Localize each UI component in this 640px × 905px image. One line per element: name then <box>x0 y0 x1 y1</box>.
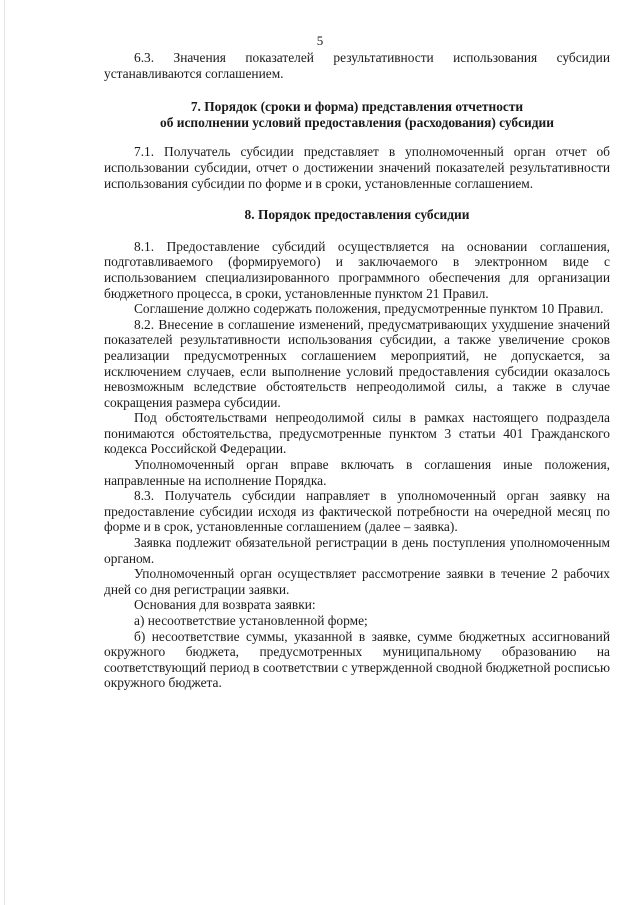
page-number: 5 <box>316 33 324 48</box>
paragraph-other-provisions: Уполномоченный орган вправе включать в соглашения иные положения, направленные на исполнение Порядка. <box>104 457 610 488</box>
document-body <box>104 50 610 691</box>
section-8 <box>104 207 610 691</box>
paragraph-7-1: 7.1. Получатель субсидии представляет в уполномоченный орган отчет об использовании субсидии, отчет о достижении значений показателей результативности использования субсидии по форме и в сроки, установленные соглашением. <box>104 144 610 191</box>
paragraph-return-grounds: Основания для возврата заявки: <box>134 597 316 613</box>
section-8-heading: 8. Порядок предоставления субсидии <box>244 207 470 223</box>
list-item-a: а) несоответствие установленной форме; <box>134 613 368 628</box>
paragraph-8-1: 8.1. Предоставление субсидий осуществляется на основании соглашения, подготавливаемого (формируемого) и заключаемого в электронном виде с использованием специализированного программного обеспечения для организации бюджетного процесса, в сроки, установленные пунктом 21 Правил. <box>104 238 610 301</box>
scan-edge-line <box>4 0 5 905</box>
section-7-heading-line-1: 7. Порядок (сроки и форма) представления отчетности <box>190 99 524 115</box>
paragraph-force-majeure: Под обстоятельствами непреодолимой силы в рамках настоящего подраздела понимаются обстоятельства, предусмотренные пунктом 3 статьи 401 Гражданского кодекса Российской Федерации. <box>104 410 610 457</box>
paragraph-8-2: 8.2. Внесение в соглашение изменений, предусматривающих ухудшение значений показателей результативности использования субсидии, а также увеличение сроков реализации предусмотренных соглашением мероприятий, не допускается, за исключением случаев, если выполнение условий предоставления субсидии оказалось невозможным вследствие обстоятельств непреодолимой силы, а также в случае сокращения размера субсидии. <box>104 316 610 410</box>
list-item-b: б) несоответствие суммы, указанной в заявке, сумме бюджетных ассигнований окружного бюджета, предусмотренных муниципальному образованию на соответствующий период в соответствии с утвержденной сводной бюджетной росписью окружного бюджета. <box>104 628 610 691</box>
paragraph-6-3: 6.3. Значения показателей результативности использования субсидии устанавливаются соглашением. <box>104 50 610 81</box>
paragraph-registration: Заявка подлежит обязательной регистрации в день поступления уполномоченным органом. <box>104 535 610 566</box>
paragraph-8-3: 8.3. Получатель субсидии направляет в уполномоченный орган заявку на предоставление субсидии исходя из фактической потребности на очередной месяц по форме и в срок, установленные соглашением (далее – заявка). <box>104 488 610 535</box>
section-8-paragraphs <box>104 239 610 691</box>
section-7-heading-line-2: об исполнении условий предоставления (расходования) субсидии <box>160 114 554 130</box>
section-7 <box>104 99 610 191</box>
paragraph-review: Уполномоченный орган осуществляет рассмотрение заявки в течение 2 рабочих дней со дня регистрации заявки. <box>104 566 610 597</box>
paragraph-agreement-content: Соглашение должно содержать положения, предусмотренные пунктом 10 Правил. <box>134 301 604 317</box>
